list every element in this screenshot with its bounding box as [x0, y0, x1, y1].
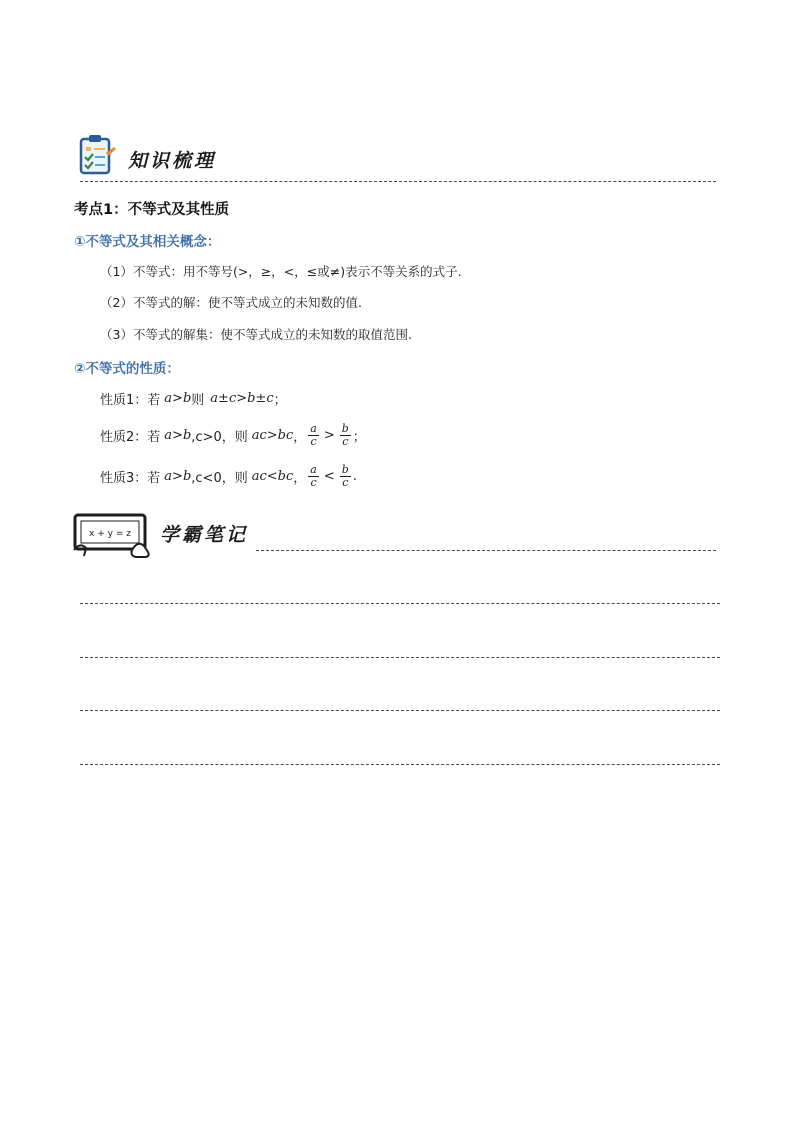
property-1-b: b: [182, 390, 192, 406]
property-1-result: a±c>b±c: [210, 390, 274, 406]
property-1-label: 性质1：若: [100, 392, 161, 408]
property-3: [100, 459, 357, 493]
concept-item-3: （3）不等式的解集：使不等式成立的未知数的取值范围.: [100, 327, 412, 342]
property-3-fraction-b: $\frac{b}{c}$: [341, 462, 349, 489]
topic-title: 考点1：不等式及其性质: [74, 202, 230, 218]
concept-item-2: （2）不等式的解：使不等式成立的未知数的值.: [100, 295, 362, 310]
notes-line-4: [80, 710, 720, 711]
property-2-sep: ，: [293, 429, 307, 445]
property-3-relation: <: [323, 468, 335, 484]
property-3-cond: ,c<0，则: [191, 470, 248, 486]
property-1: [100, 388, 287, 408]
board-text: x + y = z: [89, 529, 131, 539]
header-divider: [80, 181, 716, 182]
property-2-fraction-a: $\frac{a}{c}$: [310, 421, 317, 448]
property-3-sep: ，: [293, 470, 307, 486]
property-2-label: 性质2：若: [100, 429, 161, 445]
property-3-a: a: [164, 468, 173, 484]
property-3-label: 性质3：若: [100, 470, 161, 486]
property-2-cond: ,c>0，则: [191, 429, 248, 445]
property-2-b: b: [182, 427, 192, 443]
property-1-end: ；: [273, 392, 287, 408]
concepts-heading: ①不等式及其相关概念：: [74, 234, 221, 250]
property-1-gt: >: [172, 390, 183, 406]
property-2-fraction-b: $\frac{b}{c}$: [341, 421, 349, 448]
property-2-a: a: [164, 427, 173, 443]
property-2-gt: >: [172, 427, 183, 443]
notes-line-2: [80, 603, 720, 604]
property-2-end: ；: [352, 429, 366, 445]
property-2-relation: >: [323, 427, 335, 443]
property-2: [100, 418, 366, 452]
notes-line-1: [256, 550, 716, 551]
property-1-a: a: [164, 390, 173, 406]
concept-item-1: （1）不等式：用不等号(>，≥，<，≤或≠)表示不等关系的式子.: [100, 264, 462, 279]
checklist-icon: [76, 133, 116, 177]
blackboard-hand-icon: [72, 512, 152, 558]
property-3-gt: >: [172, 468, 183, 484]
property-3-fraction-a: $\frac{a}{c}$: [310, 462, 317, 489]
notes-title: 学霸笔记: [160, 524, 249, 546]
property-3-end: .: [352, 468, 357, 484]
property-1-then: 则: [191, 392, 205, 408]
notes-line-5: [80, 764, 720, 765]
properties-heading: ②不等式的性质：: [74, 361, 180, 377]
section-header-title: 知识梳理: [128, 150, 217, 172]
property-3-result: ac<bc: [251, 468, 294, 484]
notes-line-3: [80, 657, 720, 658]
property-3-b: b: [182, 468, 192, 484]
property-2-result: ac>bc: [251, 427, 294, 443]
